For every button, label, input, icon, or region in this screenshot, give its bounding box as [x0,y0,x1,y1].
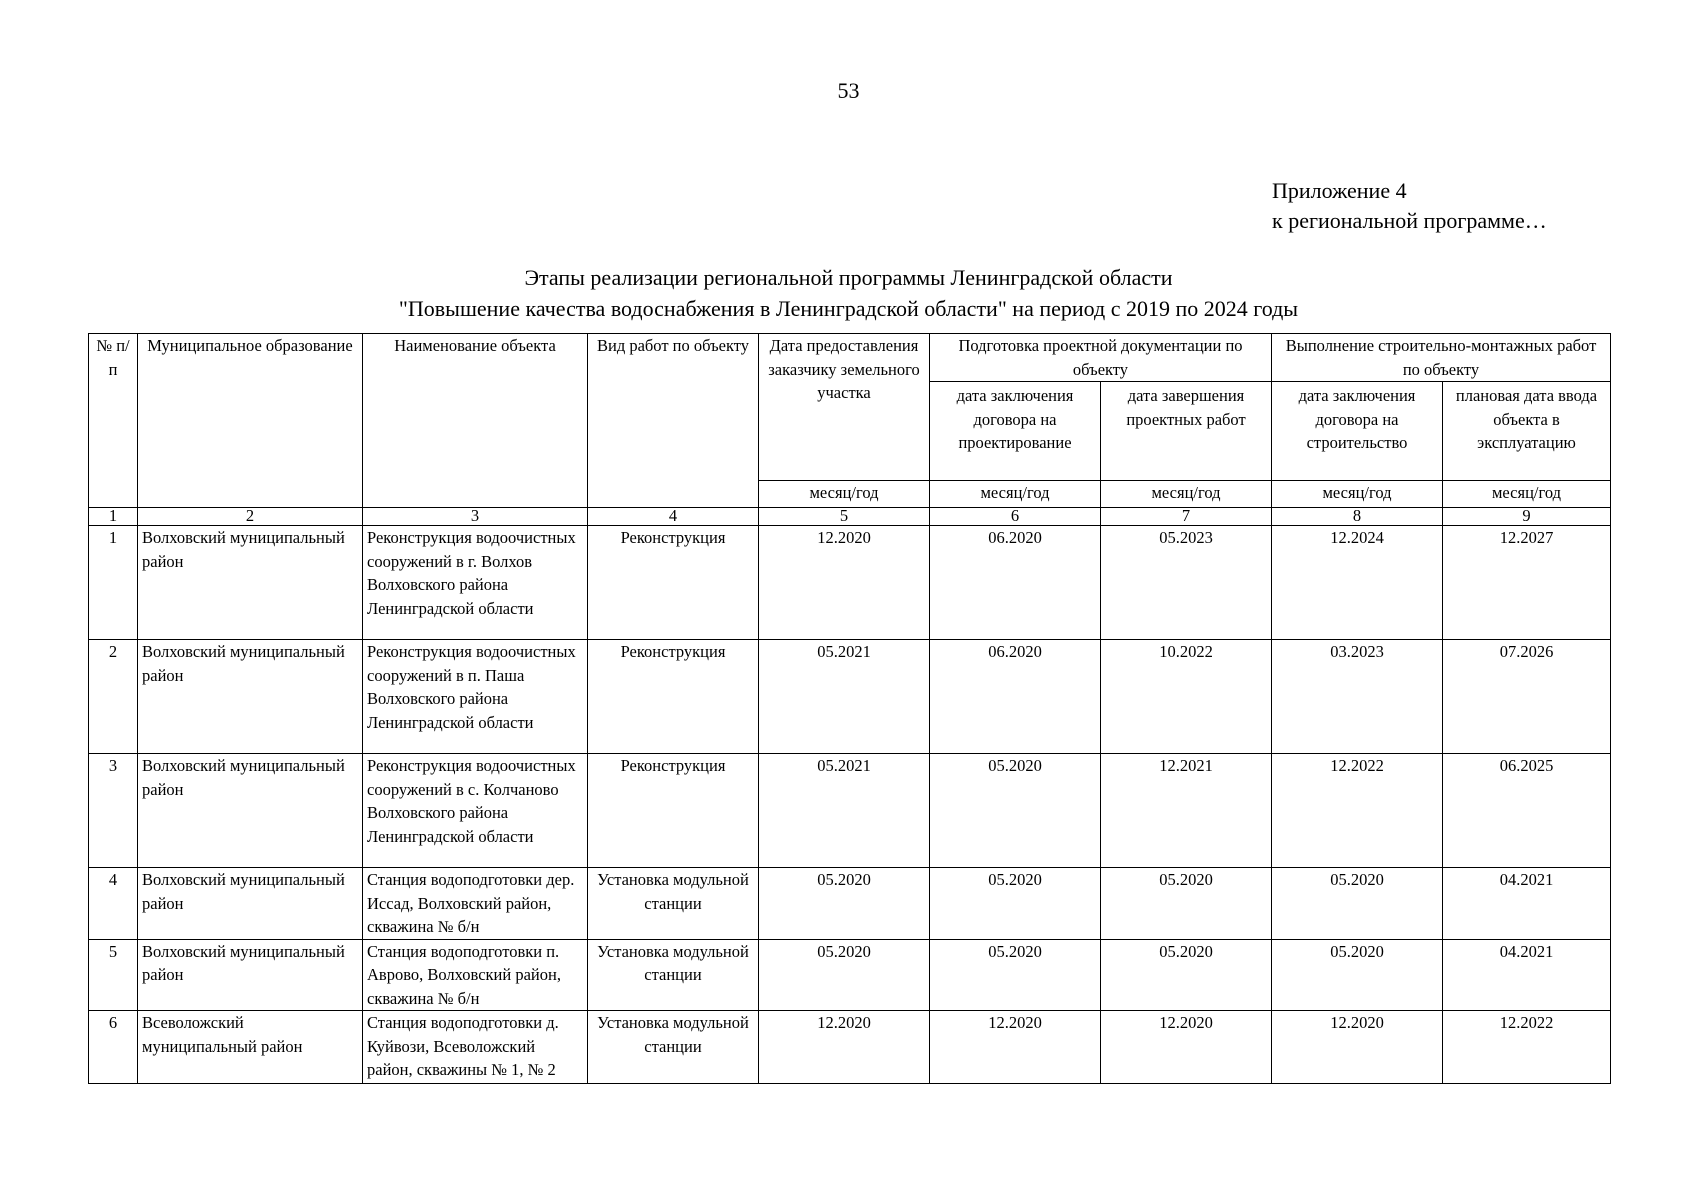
table-row [89,526,1611,640]
cell-land-date: 05.2021 [759,754,930,868]
cell-num: 5 [89,939,138,1011]
cell-work-type: Реконструкция [588,640,759,754]
cell-land-date: 05.2021 [759,640,930,754]
cell-land-date: 12.2020 [759,526,930,640]
header-municipality: Муниципальное образование [138,334,363,508]
page-number: 53 [837,78,860,103]
column-number: 8 [1272,508,1443,526]
header-num: № п/п [89,334,138,508]
cell-municipality: Волховский муниципальный район [138,526,363,640]
cell-construction-contract: 12.2022 [1272,754,1443,868]
cell-design-contract: 12.2020 [930,1011,1101,1084]
cell-commissioning: 07.2026 [1443,640,1611,754]
cell-num: 3 [89,754,138,868]
appendix-line-2: к региональной программе… [1272,208,1547,233]
cell-num: 1 [89,526,138,640]
column-number: 6 [930,508,1101,526]
cell-design-contract: 05.2020 [930,939,1101,1011]
table-row [89,939,1611,1011]
column-number: 9 [1443,508,1611,526]
cell-construction-contract: 05.2020 [1272,868,1443,940]
cell-commissioning: 04.2021 [1443,939,1611,1011]
document-title [0,262,1697,324]
cell-construction-contract: 12.2020 [1272,1011,1443,1084]
header-commissioning: плановая дата ввода объекта в эксплуатацию [1443,382,1611,481]
cell-construction-contract: 12.2024 [1272,526,1443,640]
cell-design-contract: 06.2020 [930,640,1101,754]
column-number: 4 [588,508,759,526]
cell-work-type: Установка модульной станции [588,939,759,1011]
cell-design-contract: 06.2020 [930,526,1101,640]
cell-municipality: Волховский муниципальный район [138,868,363,940]
unit-label: месяц/год [759,481,930,508]
cell-work-type: Установка модульной станции [588,1011,759,1084]
cell-design-complete: 05.2020 [1101,939,1272,1011]
cell-object: Реконструкция водоочистных сооружений в с. Колчаново Волховского района Ленинградской области [363,754,588,868]
cell-num: 2 [89,640,138,754]
cell-commissioning: 12.2027 [1443,526,1611,640]
header-work-type: Вид работ по объекту [588,334,759,508]
cell-municipality: Волховский муниципальный район [138,754,363,868]
cell-land-date: 05.2020 [759,868,930,940]
cell-object: Станция водоподготовки дер. Иссад, Волховский район, скважина № б/н [363,868,588,940]
column-number: 3 [363,508,588,526]
title-line-2: "Повышение качества водоснабжения в Ленинградской области" на период с 2019 по 2024 годы [398,296,1299,321]
column-number-row [89,508,1611,526]
unit-label: месяц/год [930,481,1101,508]
header-construction-group: Выполнение строительно-монтажных работ по объекту [1272,334,1611,382]
column-number: 1 [89,508,138,526]
cell-design-complete: 12.2020 [1101,1011,1272,1084]
column-number: 7 [1101,508,1272,526]
header-land-date: Дата предоставления заказчику земельного участка [759,334,930,481]
cell-num: 4 [89,868,138,940]
unit-label: месяц/год [1101,481,1272,508]
table-row [89,868,1611,940]
cell-object: Станция водоподготовки п. Аврово, Волховский район, скважина № б/н [363,939,588,1011]
cell-design-complete: 12.2021 [1101,754,1272,868]
unit-label: месяц/год [1272,481,1443,508]
cell-construction-contract: 03.2023 [1272,640,1443,754]
cell-design-complete: 05.2023 [1101,526,1272,640]
column-number: 5 [759,508,930,526]
cell-construction-contract: 05.2020 [1272,939,1443,1011]
column-number: 2 [138,508,363,526]
header-construction-contract: дата заключения договора на строительство [1272,382,1443,481]
appendix-note [1272,176,1547,236]
table-row [89,640,1611,754]
cell-land-date: 05.2020 [759,939,930,1011]
cell-municipality: Волховский муниципальный район [138,939,363,1011]
cell-commissioning: 04.2021 [1443,868,1611,940]
header-design-complete: дата завершения проектных работ [1101,382,1272,481]
cell-commissioning: 12.2022 [1443,1011,1611,1084]
cell-num: 6 [89,1011,138,1084]
unit-label: месяц/год [1443,481,1611,508]
cell-work-type: Установка модульной станции [588,868,759,940]
cell-design-contract: 05.2020 [930,754,1101,868]
cell-object: Реконструкция водоочистных сооружений в г. Волхов Волховского района Ленинградской области [363,526,588,640]
cell-land-date: 12.2020 [759,1011,930,1084]
cell-work-type: Реконструкция [588,526,759,640]
header-design-group: Подготовка проектной документации по объекту [930,334,1272,382]
table-row [89,1011,1611,1084]
header-row-top [89,334,1611,382]
cell-design-complete: 05.2020 [1101,868,1272,940]
header-object: Наименование объекта [363,334,588,508]
table-row [89,754,1611,868]
cell-work-type: Реконструкция [588,754,759,868]
appendix-line-1: Приложение 4 [1272,178,1407,203]
cell-object: Реконструкция водоочистных сооружений в п. Паша Волховского района Ленинградской области [363,640,588,754]
cell-object: Станция водоподготовки д. Куйвози, Всеволожский район, скважины № 1, № 2 [363,1011,588,1084]
cell-commissioning: 06.2025 [1443,754,1611,868]
cell-design-contract: 05.2020 [930,868,1101,940]
title-line-1: Этапы реализации региональной программы Ленинградской области [524,265,1173,290]
cell-municipality: Всеволожский муниципальный район [138,1011,363,1084]
cell-design-complete: 10.2022 [1101,640,1272,754]
header-design-contract: дата заключения договора на проектирование [930,382,1101,481]
stages-table [88,333,1611,1084]
cell-municipality: Волховский муниципальный район [138,640,363,754]
